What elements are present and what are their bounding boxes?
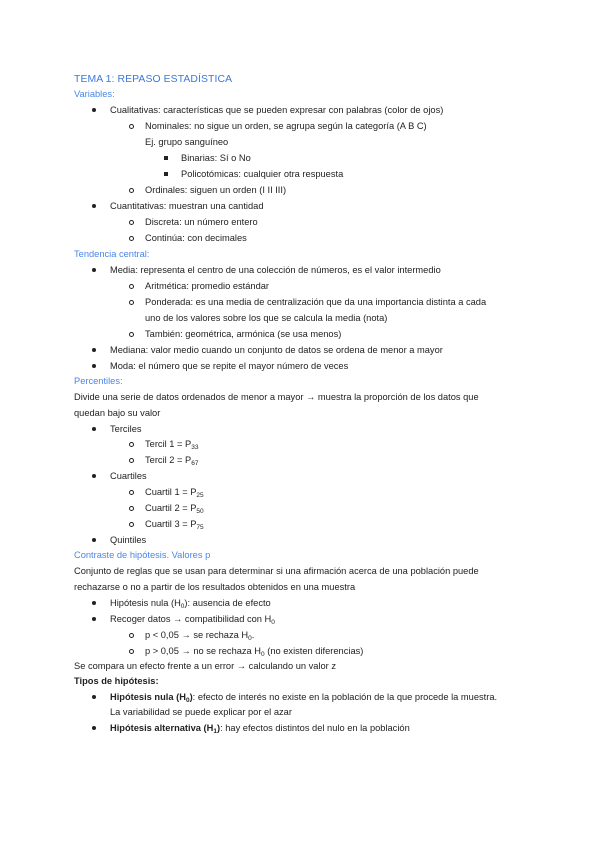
paragraph: rechazarse o no a partir de los resultados obtenidos en una muestra	[74, 582, 356, 592]
bullet-icon	[92, 268, 96, 272]
list-item: Discreta: un número entero	[145, 217, 258, 227]
list-item: Hipótesis nula $(H_0)$: efecto de interés no existe en la población de la que procede la muestra.	[110, 692, 498, 704]
bullet-icon	[92, 427, 96, 431]
hollow-bullet-icon	[129, 284, 134, 289]
paragraph: Se compara un efecto frente a un error → calculando un valor z	[74, 661, 337, 671]
hollow-bullet-icon	[129, 522, 134, 527]
list-item: Recoger datos → compatibilidad con $H_0$	[110, 614, 275, 626]
list-item: Cuartil $2 = P_{50}$	[145, 503, 204, 515]
section-heading-variables: Variables:	[74, 89, 115, 99]
page-title: TEMA 1: REPASO ESTADÍSTICA	[74, 74, 233, 85]
bullet-icon	[92, 726, 96, 730]
square-bullet-icon	[164, 156, 168, 160]
list-item: p > 0,05 → no se rechaza $H_0$ (no existen diferencias)	[145, 646, 364, 658]
hollow-bullet-icon	[129, 490, 134, 495]
hollow-bullet-icon	[129, 332, 134, 337]
list-item: Hipótesis alternativa $(H_1)$: hay efectos distintos del nulo en la población	[110, 723, 410, 735]
list-item: Cuartiles	[110, 471, 147, 481]
list-item: Continúa: con decimales	[145, 233, 247, 243]
list-item: Nominales: no sigue un orden, se agrupa según la categoría (A B C)	[145, 121, 427, 131]
hollow-bullet-icon	[129, 506, 134, 511]
list-item: Cuartil $3 = P_{75}$	[145, 519, 204, 531]
subheading-tipos: Tipos de hipótesis:	[74, 676, 159, 686]
hollow-bullet-icon	[129, 300, 134, 305]
list-item: Media: representa el centro de una colección de números, es el valor intermedio	[110, 265, 441, 275]
list-item: Cualitativas: características que se pueden expresar con palabras (color de ojos)	[110, 105, 444, 115]
list-item: Ponderada: es una media de centralización que da una importancia distinta a cada	[145, 297, 487, 307]
bullet-icon	[92, 538, 96, 542]
list-item: Terciles	[110, 424, 142, 434]
list-item: Tercil $1 = P_{33}$	[145, 439, 199, 451]
paragraph: Divide una serie de datos ordenados de menor a mayor → muestra la proporción de los datos que	[74, 392, 479, 402]
section-heading-contraste: Contraste de hipótesis. Valores p	[74, 550, 211, 560]
list-item: Quintiles	[110, 535, 147, 545]
list-item: Binarias: Sí o No	[181, 153, 251, 163]
bullet-icon	[92, 601, 96, 605]
list-item: p < 0,05 → se rechaza $H_0$.	[145, 630, 255, 642]
list-item: Policotómicas: cualquier otra respuesta	[181, 169, 344, 179]
bullet-icon	[92, 108, 96, 112]
hollow-bullet-icon	[129, 236, 134, 241]
list-item: uno de los valores sobre los que se calcula la media (nota)	[145, 313, 388, 323]
list-item: Mediana: valor medio cuando un conjunto de datos se ordena de menor a mayor	[110, 345, 443, 355]
square-bullet-icon	[164, 172, 168, 176]
bullet-icon	[92, 617, 96, 621]
hollow-bullet-icon	[129, 188, 134, 193]
hollow-bullet-icon	[129, 458, 134, 463]
list-item: Cuartil $1 = P_{25}$	[145, 487, 204, 499]
bullet-icon	[92, 695, 96, 699]
bullet-icon	[92, 348, 96, 352]
bullet-icon	[92, 364, 96, 368]
list-item: La variabilidad se puede explicar por el azar	[110, 707, 292, 717]
list-item: Ordinales: siguen un orden (I II III)	[145, 185, 287, 195]
list-item: Moda: el número que se repite el mayor número de veces	[110, 361, 349, 371]
bullet-icon	[92, 474, 96, 478]
list-item: Hipótesis nula $(H_0)$: ausencia de efecto	[110, 598, 271, 610]
list-item: Ej. grupo sanguíneo	[145, 137, 229, 147]
paragraph: Conjunto de reglas que se usan para determinar si una afirmación acerca de una población puede	[74, 566, 479, 576]
hollow-bullet-icon	[129, 220, 134, 225]
hollow-bullet-icon	[129, 633, 134, 638]
list-item: Cuantitativas: muestran una cantidad	[110, 201, 264, 211]
list-item: Aritmética: promedio estándar	[145, 281, 270, 291]
hollow-bullet-icon	[129, 442, 134, 447]
section-heading-percentiles: Percentiles:	[74, 376, 123, 386]
bullet-icon	[92, 204, 96, 208]
section-heading-tendencia: Tendencia central:	[74, 249, 150, 259]
paragraph: quedan bajo su valor	[74, 408, 161, 418]
list-item: También: geométrica, armónica (se usa menos)	[145, 329, 342, 339]
hollow-bullet-icon	[129, 124, 134, 129]
list-item: Tercil $2 = P_{67}$	[145, 455, 199, 467]
hollow-bullet-icon	[129, 649, 134, 654]
